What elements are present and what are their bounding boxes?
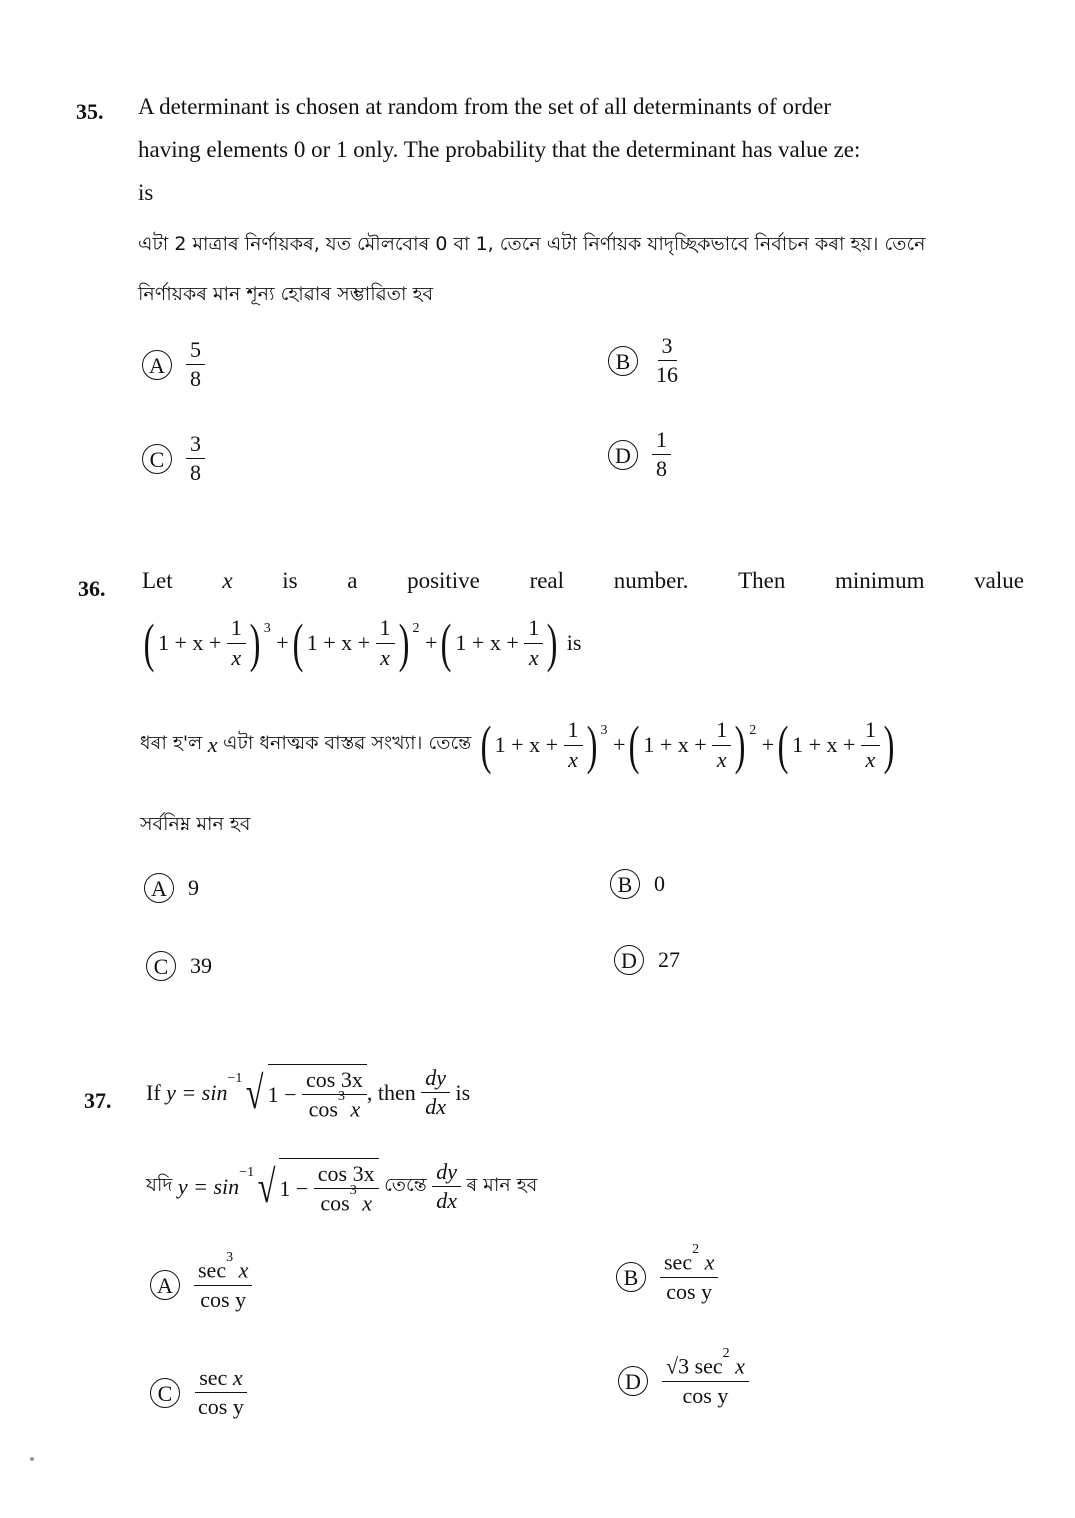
option-label-b: B: [610, 869, 640, 899]
word: real: [529, 568, 565, 593]
word: is: [566, 630, 582, 655]
plus: +: [276, 630, 289, 655]
expression-as: ধৰা হ'ল x এটা ধনাত্মক বাস্তৱ সংখ্যা। তেন্তে ( 1 + x + $\frac{1}{x}$ ) 3 + ( 1 + x + $\frac{1}{x}$ ) 2 + ( 1 + x + $\frac{1}{x}$ ): [140, 715, 895, 775]
numerator: 5: [186, 338, 205, 365]
numerator: 1: [861, 718, 880, 745]
word: number.: [613, 568, 689, 593]
denominator: 8: [190, 460, 201, 486]
numerator: 3: [658, 334, 677, 361]
plus: +: [761, 732, 775, 757]
option-label-b: B: [616, 1262, 646, 1292]
exponent: 2: [692, 1242, 700, 1257]
term: 1 + x +: [306, 630, 371, 655]
option-label-d: D: [608, 440, 638, 470]
variable: x: [704, 1249, 715, 1275]
sec: sec: [664, 1249, 693, 1275]
option-label-c: C: [150, 1378, 180, 1408]
sqrt3-sec: √3 sec: [666, 1353, 723, 1379]
denominator: x: [380, 644, 390, 670]
option-label-b: B: [608, 346, 638, 376]
term: 1 + x +: [455, 630, 519, 655]
option-label-a: A: [142, 350, 172, 380]
variable: x: [350, 1096, 361, 1122]
denominator: 8: [190, 366, 201, 392]
word: is: [282, 568, 298, 593]
term: 1 + x +: [792, 732, 856, 757]
denominator: x: [528, 644, 539, 670]
numerator: 1: [652, 428, 671, 455]
word: , then: [366, 1079, 416, 1105]
denominator: cos y: [200, 1286, 247, 1312]
denominator: 8: [656, 456, 667, 482]
question-text-as-1: এটা 2 মাত্ৰাৰ নিৰ্ণায়কৰ, যত মৌলবোৰ 0 বা 1, তেনে এটা নিৰ্ণায়ক যাদৃচ্ছিকভাবে নিৰ্বাচন কৰা হয়। তেনে: [138, 233, 926, 255]
numerator: 1: [376, 616, 395, 643]
denominator: x: [231, 644, 242, 670]
option-fraction: [660, 1242, 718, 1304]
expression-en: If y = sin −1 √ 1 − $\frac{\cos 3x}{\cos^3 x}$ , then $\frac{dy}{dx}$ is: [146, 1065, 471, 1122]
option-d[interactable]: [608, 428, 671, 481]
option-b[interactable]: [610, 869, 665, 899]
question-text-en-1: A determinant is chosen at random from the set of all determinants of order: [138, 94, 831, 119]
numerator: 1: [227, 616, 246, 643]
term: 1 + x +: [157, 630, 222, 655]
y-equals-sin: y = sin: [177, 1173, 240, 1199]
question-text-en-3: is: [138, 180, 154, 205]
word: Then: [738, 568, 786, 593]
numerator: 1: [524, 616, 543, 643]
cos: cos: [308, 1096, 338, 1122]
question-number: 37.: [84, 1088, 112, 1113]
option-value: 9: [188, 875, 199, 900]
denominator: cos y: [682, 1382, 729, 1408]
exponent: 3: [337, 1089, 345, 1105]
option-value: 0: [654, 871, 665, 896]
option-fraction: [186, 338, 205, 391]
exponent: 3: [349, 1183, 357, 1199]
question-text-as-2: সৰ্বনিম্ন মান হব: [140, 813, 251, 835]
plus: +: [425, 630, 438, 655]
option-a[interactable]: [150, 1250, 252, 1312]
word: minimum: [835, 568, 925, 593]
y-equals-sin: y = sin: [166, 1079, 228, 1105]
as-text: ৰ মান হব: [466, 1173, 538, 1196]
expression-as: যদি y = sin −1 √ 1 − $\frac{\cos 3x}{\cos^3 x}$ তেন্তে $\frac{dy}{dx}$ ৰ মান হব: [146, 1159, 538, 1216]
exponent: 3: [600, 723, 608, 738]
option-fraction: [652, 334, 682, 387]
numerator: 1: [564, 718, 583, 745]
numerator: cos 3x: [302, 1068, 367, 1095]
denominator: x: [865, 746, 876, 772]
word: If: [146, 1079, 161, 1105]
word: value: [974, 568, 1024, 593]
option-fraction: [194, 1366, 248, 1419]
numerator: 1: [712, 718, 731, 745]
sec: sec: [198, 1257, 227, 1283]
option-fraction: [652, 428, 671, 481]
term: 1 + x +: [643, 732, 707, 757]
denominator: cos y: [198, 1394, 244, 1420]
option-c[interactable]: [150, 1366, 248, 1419]
exponent: 2: [722, 1346, 730, 1361]
variable: x: [238, 1257, 249, 1283]
as-text: এটা ধনাত্মক বাস্তৱ সংখ্যা। তেন্তে: [223, 732, 472, 754]
option-d[interactable]: [614, 945, 680, 975]
term: 1 + x +: [494, 732, 558, 757]
exponent: 3: [226, 1250, 234, 1265]
option-c[interactable]: [146, 951, 212, 981]
term: 1 −: [267, 1081, 297, 1107]
option-a[interactable]: [142, 338, 205, 391]
word: positive: [407, 568, 480, 593]
option-a[interactable]: [144, 873, 199, 903]
inverse-exponent: −1: [239, 1164, 255, 1180]
question-text-as-2: নিৰ্ণায়কৰ মান শূন্য হোৱাৰ সম্ভাৱিতা হব: [138, 283, 434, 305]
option-label-d: D: [618, 1366, 648, 1396]
variable: x: [232, 1365, 243, 1390]
option-fraction: [186, 432, 205, 485]
variable: x: [207, 732, 218, 757]
option-c[interactable]: [142, 432, 205, 485]
exponent: 2: [749, 723, 757, 738]
as-text: তেন্তে: [384, 1173, 427, 1196]
denominator: cos y: [666, 1278, 713, 1304]
scan-speck: [30, 1457, 34, 1461]
question-text-en-1: [142, 568, 1024, 594]
question-number: 35.: [76, 99, 104, 124]
numerator: 3: [186, 432, 205, 459]
as-text: ধৰা হ'ল: [140, 732, 203, 754]
term: 1 −: [279, 1175, 309, 1201]
numerator: cos 3x: [314, 1162, 379, 1189]
sec: sec: [199, 1365, 228, 1390]
denominator: dx: [425, 1094, 447, 1120]
question-text-en-2: having elements 0 or 1 only. The probability that the determinant has value ze:: [138, 137, 861, 162]
option-d[interactable]: [618, 1346, 749, 1408]
option-label-d: D: [614, 945, 644, 975]
option-b[interactable]: [616, 1242, 718, 1304]
numerator: dy: [421, 1066, 450, 1093]
expression-en: ( 1 + x + $\frac{1}{x}$ ) 3 + ( 1 + x + $\frac{1}{x}$ ) 2 + ( 1 + x + $\frac{1}{x}$ ) is: [143, 613, 582, 673]
option-label-a: A: [144, 873, 174, 903]
option-value: 27: [658, 947, 680, 972]
option-fraction: [194, 1250, 252, 1312]
denominator: x: [716, 746, 727, 772]
variable: x: [735, 1353, 745, 1379]
plus: +: [612, 732, 626, 757]
denominator: x: [568, 746, 578, 772]
as-text: যদি: [146, 1173, 173, 1196]
denominator: dx: [436, 1188, 458, 1214]
word: is: [455, 1079, 471, 1105]
denominator: 16: [656, 362, 678, 388]
word: a: [347, 568, 358, 593]
exponent: 2: [412, 621, 420, 636]
option-fraction: [662, 1346, 749, 1408]
inverse-exponent: −1: [227, 1070, 243, 1086]
cos: cos: [320, 1190, 350, 1216]
option-label-c: C: [142, 444, 172, 474]
exponent: 3: [263, 621, 271, 636]
word: Let: [142, 568, 173, 593]
numerator: dy: [432, 1160, 461, 1187]
option-label-a: A: [150, 1270, 180, 1300]
question-number: 36.: [78, 576, 106, 601]
word: x: [222, 568, 233, 593]
option-label-c: C: [146, 951, 176, 981]
variable: x: [362, 1190, 372, 1216]
option-b[interactable]: [608, 334, 682, 387]
option-value: 39: [190, 953, 212, 978]
